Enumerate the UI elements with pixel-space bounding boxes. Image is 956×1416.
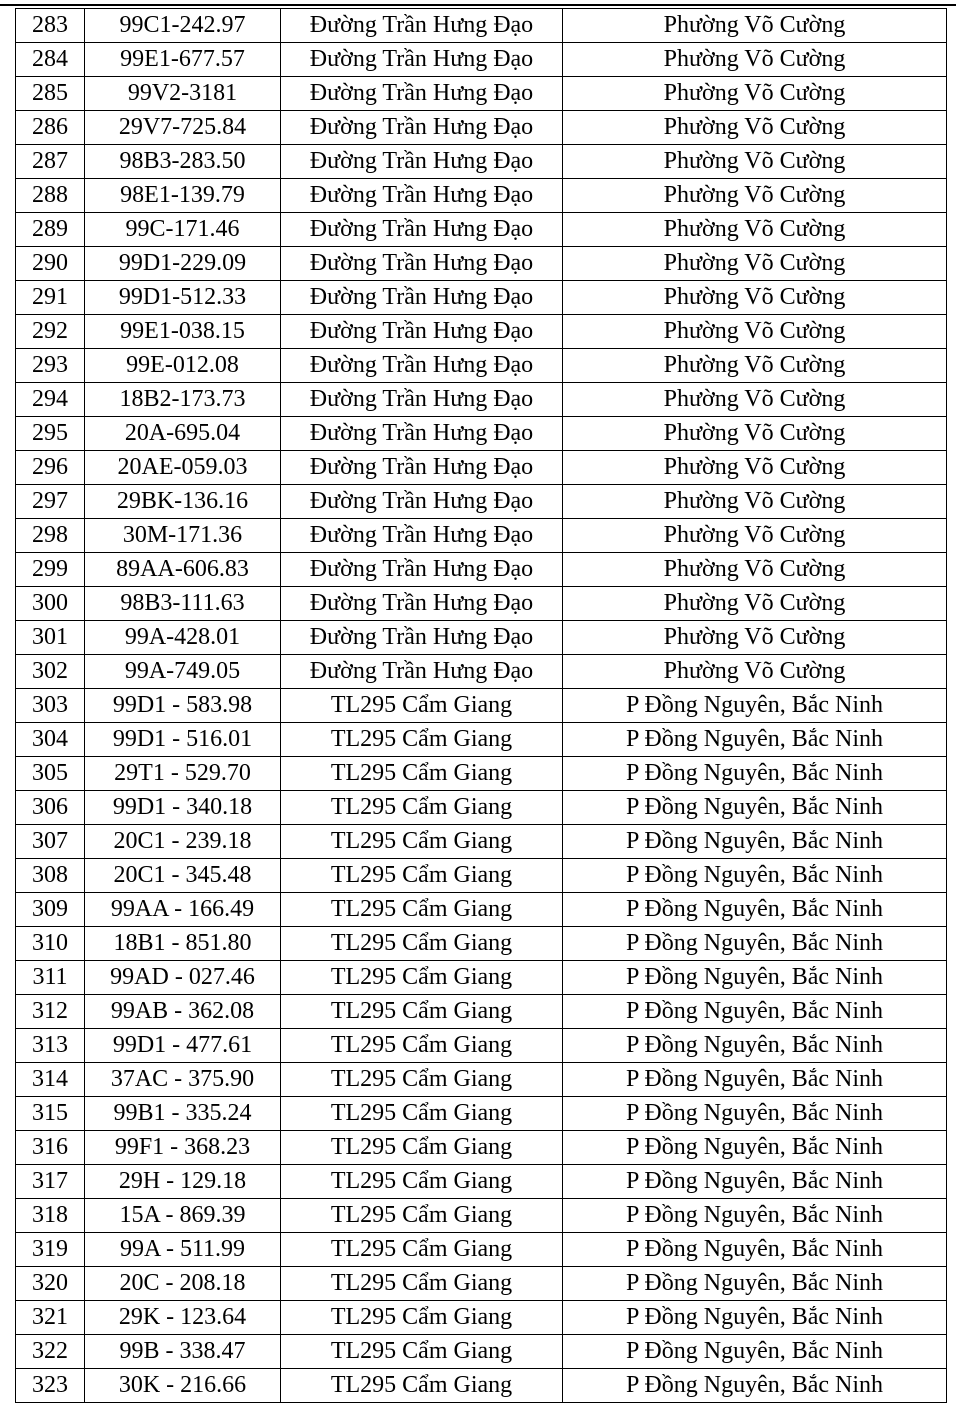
row-number-cell: 289 — [16, 213, 85, 247]
ward-location-cell: P Đồng Nguyên, Bắc Ninh — [563, 1369, 947, 1403]
table-row — [16, 893, 947, 927]
plate-table-body — [16, 9, 947, 1403]
street-location-cell: TL295 Cẩm Giang — [281, 1301, 563, 1335]
table-row — [16, 9, 947, 43]
street-location-cell: Đường Trần Hưng Đạo — [281, 213, 563, 247]
row-number-cell: 306 — [16, 791, 85, 825]
table-row — [16, 145, 947, 179]
street-location-cell: TL295 Cẩm Giang — [281, 859, 563, 893]
table-row — [16, 995, 947, 1029]
license-plate-cell: 29H - 129.18 — [85, 1165, 281, 1199]
row-number-cell: 317 — [16, 1165, 85, 1199]
table-row — [16, 621, 947, 655]
table-row — [16, 859, 947, 893]
street-location-cell: Đường Trần Hưng Đạo — [281, 587, 563, 621]
row-number-cell: 293 — [16, 349, 85, 383]
table-row — [16, 825, 947, 859]
table-row — [16, 1267, 947, 1301]
street-location-cell: Đường Trần Hưng Đạo — [281, 383, 563, 417]
license-plate-cell: 20AE-059.03 — [85, 451, 281, 485]
ward-location-cell: P Đồng Nguyên, Bắc Ninh — [563, 1301, 947, 1335]
license-plate-cell: 98B3-111.63 — [85, 587, 281, 621]
ward-location-cell: Phường Võ Cường — [563, 621, 947, 655]
row-number-cell: 292 — [16, 315, 85, 349]
table-row — [16, 383, 947, 417]
license-plate-cell: 29V7-725.84 — [85, 111, 281, 145]
ward-location-cell: Phường Võ Cường — [563, 213, 947, 247]
row-number-cell: 314 — [16, 1063, 85, 1097]
ward-location-cell: Phường Võ Cường — [563, 179, 947, 213]
ward-location-cell: P Đồng Nguyên, Bắc Ninh — [563, 1131, 947, 1165]
license-plate-cell: 99D1 - 583.98 — [85, 689, 281, 723]
table-row — [16, 77, 947, 111]
license-plate-cell: 98B3-283.50 — [85, 145, 281, 179]
license-plate-cell: 99C-171.46 — [85, 213, 281, 247]
ward-location-cell: P Đồng Nguyên, Bắc Ninh — [563, 927, 947, 961]
street-location-cell: TL295 Cẩm Giang — [281, 961, 563, 995]
street-location-cell: Đường Trần Hưng Đạo — [281, 281, 563, 315]
row-number-cell: 319 — [16, 1233, 85, 1267]
table-row — [16, 655, 947, 689]
row-number-cell: 284 — [16, 43, 85, 77]
ward-location-cell: P Đồng Nguyên, Bắc Ninh — [563, 1165, 947, 1199]
street-location-cell: TL295 Cẩm Giang — [281, 1199, 563, 1233]
table-row — [16, 1233, 947, 1267]
license-plate-cell: 99D1 - 516.01 — [85, 723, 281, 757]
street-location-cell: TL295 Cẩm Giang — [281, 1335, 563, 1369]
street-location-cell: Đường Trần Hưng Đạo — [281, 519, 563, 553]
table-row — [16, 927, 947, 961]
street-location-cell: Đường Trần Hưng Đạo — [281, 145, 563, 179]
table-row — [16, 213, 947, 247]
ward-location-cell: P Đồng Nguyên, Bắc Ninh — [563, 791, 947, 825]
row-number-cell: 286 — [16, 111, 85, 145]
row-number-cell: 316 — [16, 1131, 85, 1165]
row-number-cell: 312 — [16, 995, 85, 1029]
row-number-cell: 307 — [16, 825, 85, 859]
row-number-cell: 295 — [16, 417, 85, 451]
ward-location-cell: Phường Võ Cường — [563, 553, 947, 587]
street-location-cell: Đường Trần Hưng Đạo — [281, 621, 563, 655]
page-top-rule — [0, 4, 956, 6]
license-plate-cell: 99V2-3181 — [85, 77, 281, 111]
table-row — [16, 1301, 947, 1335]
street-location-cell: Đường Trần Hưng Đạo — [281, 417, 563, 451]
license-plate-cell: 15A - 869.39 — [85, 1199, 281, 1233]
license-plate-cell: 20A-695.04 — [85, 417, 281, 451]
table-row — [16, 43, 947, 77]
street-location-cell: TL295 Cẩm Giang — [281, 995, 563, 1029]
license-plate-cell: 99D1 - 477.61 — [85, 1029, 281, 1063]
table-row — [16, 723, 947, 757]
street-location-cell: Đường Trần Hưng Đạo — [281, 77, 563, 111]
license-plate-cell: 20C1 - 345.48 — [85, 859, 281, 893]
table-row — [16, 485, 947, 519]
license-plate-cell: 30M-171.36 — [85, 519, 281, 553]
ward-location-cell: P Đồng Nguyên, Bắc Ninh — [563, 1199, 947, 1233]
street-location-cell: Đường Trần Hưng Đạo — [281, 315, 563, 349]
license-plate-cell: 89AA-606.83 — [85, 553, 281, 587]
street-location-cell: Đường Trần Hưng Đạo — [281, 43, 563, 77]
license-plate-cell: 37AC - 375.90 — [85, 1063, 281, 1097]
ward-location-cell: Phường Võ Cường — [563, 383, 947, 417]
ward-location-cell: Phường Võ Cường — [563, 417, 947, 451]
row-number-cell: 296 — [16, 451, 85, 485]
street-location-cell: TL295 Cẩm Giang — [281, 1029, 563, 1063]
row-number-cell: 321 — [16, 1301, 85, 1335]
ward-location-cell: Phường Võ Cường — [563, 281, 947, 315]
street-location-cell: Đường Trần Hưng Đạo — [281, 349, 563, 383]
ward-location-cell: Phường Võ Cường — [563, 43, 947, 77]
plate-table — [15, 8, 947, 1403]
license-plate-cell: 99A-749.05 — [85, 655, 281, 689]
row-number-cell: 318 — [16, 1199, 85, 1233]
license-plate-cell: 18B2-173.73 — [85, 383, 281, 417]
row-number-cell: 301 — [16, 621, 85, 655]
street-location-cell: Đường Trần Hưng Đạo — [281, 247, 563, 281]
ward-location-cell: P Đồng Nguyên, Bắc Ninh — [563, 723, 947, 757]
street-location-cell: TL295 Cẩm Giang — [281, 723, 563, 757]
ward-location-cell: Phường Võ Cường — [563, 349, 947, 383]
street-location-cell: TL295 Cẩm Giang — [281, 1131, 563, 1165]
table-row — [16, 961, 947, 995]
table-row — [16, 281, 947, 315]
street-location-cell: Đường Trần Hưng Đạo — [281, 451, 563, 485]
license-plate-cell: 99AA - 166.49 — [85, 893, 281, 927]
ward-location-cell: Phường Võ Cường — [563, 587, 947, 621]
ward-location-cell: Phường Võ Cường — [563, 77, 947, 111]
license-plate-cell: 99D1-512.33 — [85, 281, 281, 315]
table-row — [16, 1097, 947, 1131]
ward-location-cell: P Đồng Nguyên, Bắc Ninh — [563, 1063, 947, 1097]
license-plate-cell: 30K - 216.66 — [85, 1369, 281, 1403]
license-plate-cell: 99E-012.08 — [85, 349, 281, 383]
table-row — [16, 757, 947, 791]
street-location-cell: TL295 Cẩm Giang — [281, 927, 563, 961]
row-number-cell: 320 — [16, 1267, 85, 1301]
street-location-cell: TL295 Cẩm Giang — [281, 1369, 563, 1403]
table-row — [16, 1165, 947, 1199]
license-plate-cell: 99D1-229.09 — [85, 247, 281, 281]
license-plate-cell: 20C - 208.18 — [85, 1267, 281, 1301]
ward-location-cell: Phường Võ Cường — [563, 519, 947, 553]
ward-location-cell: Phường Võ Cường — [563, 485, 947, 519]
table-row — [16, 1029, 947, 1063]
ward-location-cell: P Đồng Nguyên, Bắc Ninh — [563, 1267, 947, 1301]
license-plate-cell: 18B1 - 851.80 — [85, 927, 281, 961]
street-location-cell: Đường Trần Hưng Đạo — [281, 553, 563, 587]
ward-location-cell: P Đồng Nguyên, Bắc Ninh — [563, 825, 947, 859]
row-number-cell: 287 — [16, 145, 85, 179]
row-number-cell: 288 — [16, 179, 85, 213]
street-location-cell: TL295 Cẩm Giang — [281, 1267, 563, 1301]
table-row — [16, 315, 947, 349]
table-row — [16, 553, 947, 587]
license-plate-cell: 99F1 - 368.23 — [85, 1131, 281, 1165]
table-row — [16, 417, 947, 451]
ward-location-cell: Phường Võ Cường — [563, 111, 947, 145]
street-location-cell: TL295 Cẩm Giang — [281, 791, 563, 825]
row-number-cell: 313 — [16, 1029, 85, 1063]
row-number-cell: 309 — [16, 893, 85, 927]
row-number-cell: 322 — [16, 1335, 85, 1369]
license-plate-cell: 99AB - 362.08 — [85, 995, 281, 1029]
ward-location-cell: P Đồng Nguyên, Bắc Ninh — [563, 1097, 947, 1131]
ward-location-cell: P Đồng Nguyên, Bắc Ninh — [563, 757, 947, 791]
table-row — [16, 519, 947, 553]
table-row — [16, 1131, 947, 1165]
license-plate-cell: 99B - 338.47 — [85, 1335, 281, 1369]
row-number-cell: 294 — [16, 383, 85, 417]
license-plate-cell: 99C1-242.97 — [85, 9, 281, 43]
table-row — [16, 111, 947, 145]
row-number-cell: 299 — [16, 553, 85, 587]
street-location-cell: Đường Trần Hưng Đạo — [281, 485, 563, 519]
table-row — [16, 1199, 947, 1233]
row-number-cell: 304 — [16, 723, 85, 757]
table-row — [16, 247, 947, 281]
table-row — [16, 1335, 947, 1369]
ward-location-cell: P Đồng Nguyên, Bắc Ninh — [563, 893, 947, 927]
ward-location-cell: Phường Võ Cường — [563, 451, 947, 485]
row-number-cell: 311 — [16, 961, 85, 995]
row-number-cell: 290 — [16, 247, 85, 281]
row-number-cell: 291 — [16, 281, 85, 315]
ward-location-cell: Phường Võ Cường — [563, 9, 947, 43]
license-plate-cell: 99E1-038.15 — [85, 315, 281, 349]
row-number-cell: 300 — [16, 587, 85, 621]
table-row — [16, 1369, 947, 1403]
row-number-cell: 297 — [16, 485, 85, 519]
street-location-cell: TL295 Cẩm Giang — [281, 893, 563, 927]
table-row — [16, 587, 947, 621]
license-plate-cell: 98E1-139.79 — [85, 179, 281, 213]
row-number-cell: 308 — [16, 859, 85, 893]
ward-location-cell: P Đồng Nguyên, Bắc Ninh — [563, 689, 947, 723]
ward-location-cell: Phường Võ Cường — [563, 655, 947, 689]
license-plate-cell: 99D1 - 340.18 — [85, 791, 281, 825]
ward-location-cell: P Đồng Nguyên, Bắc Ninh — [563, 1335, 947, 1369]
table-row — [16, 1063, 947, 1097]
ward-location-cell: P Đồng Nguyên, Bắc Ninh — [563, 859, 947, 893]
row-number-cell: 323 — [16, 1369, 85, 1403]
table-row — [16, 451, 947, 485]
license-plate-cell: 99E1-677.57 — [85, 43, 281, 77]
row-number-cell: 298 — [16, 519, 85, 553]
street-location-cell: TL295 Cẩm Giang — [281, 1233, 563, 1267]
street-location-cell: TL295 Cẩm Giang — [281, 1063, 563, 1097]
street-location-cell: Đường Trần Hưng Đạo — [281, 655, 563, 689]
row-number-cell: 283 — [16, 9, 85, 43]
street-location-cell: TL295 Cẩm Giang — [281, 689, 563, 723]
ward-location-cell: P Đồng Nguyên, Bắc Ninh — [563, 995, 947, 1029]
license-plate-cell: 99AD - 027.46 — [85, 961, 281, 995]
license-plate-cell: 99B1 - 335.24 — [85, 1097, 281, 1131]
table-row — [16, 791, 947, 825]
license-plate-cell: 99A-428.01 — [85, 621, 281, 655]
street-location-cell: Đường Trần Hưng Đạo — [281, 179, 563, 213]
street-location-cell: Đường Trần Hưng Đạo — [281, 9, 563, 43]
ward-location-cell: P Đồng Nguyên, Bắc Ninh — [563, 961, 947, 995]
street-location-cell: TL295 Cẩm Giang — [281, 825, 563, 859]
row-number-cell: 285 — [16, 77, 85, 111]
table-row — [16, 179, 947, 213]
row-number-cell: 302 — [16, 655, 85, 689]
license-plate-cell: 29K - 123.64 — [85, 1301, 281, 1335]
row-number-cell: 310 — [16, 927, 85, 961]
street-location-cell: TL295 Cẩm Giang — [281, 757, 563, 791]
license-plate-cell: 29T1 - 529.70 — [85, 757, 281, 791]
license-plate-cell: 29BK-136.16 — [85, 485, 281, 519]
street-location-cell: Đường Trần Hưng Đạo — [281, 111, 563, 145]
row-number-cell: 305 — [16, 757, 85, 791]
license-plate-cell: 99A - 511.99 — [85, 1233, 281, 1267]
license-plate-cell: 20C1 - 239.18 — [85, 825, 281, 859]
street-location-cell: TL295 Cẩm Giang — [281, 1097, 563, 1131]
table-row — [16, 689, 947, 723]
ward-location-cell: Phường Võ Cường — [563, 145, 947, 179]
ward-location-cell: P Đồng Nguyên, Bắc Ninh — [563, 1233, 947, 1267]
row-number-cell: 303 — [16, 689, 85, 723]
ward-location-cell: P Đồng Nguyên, Bắc Ninh — [563, 1029, 947, 1063]
table-row — [16, 349, 947, 383]
ward-location-cell: Phường Võ Cường — [563, 247, 947, 281]
ward-location-cell: Phường Võ Cường — [563, 315, 947, 349]
street-location-cell: TL295 Cẩm Giang — [281, 1165, 563, 1199]
row-number-cell: 315 — [16, 1097, 85, 1131]
